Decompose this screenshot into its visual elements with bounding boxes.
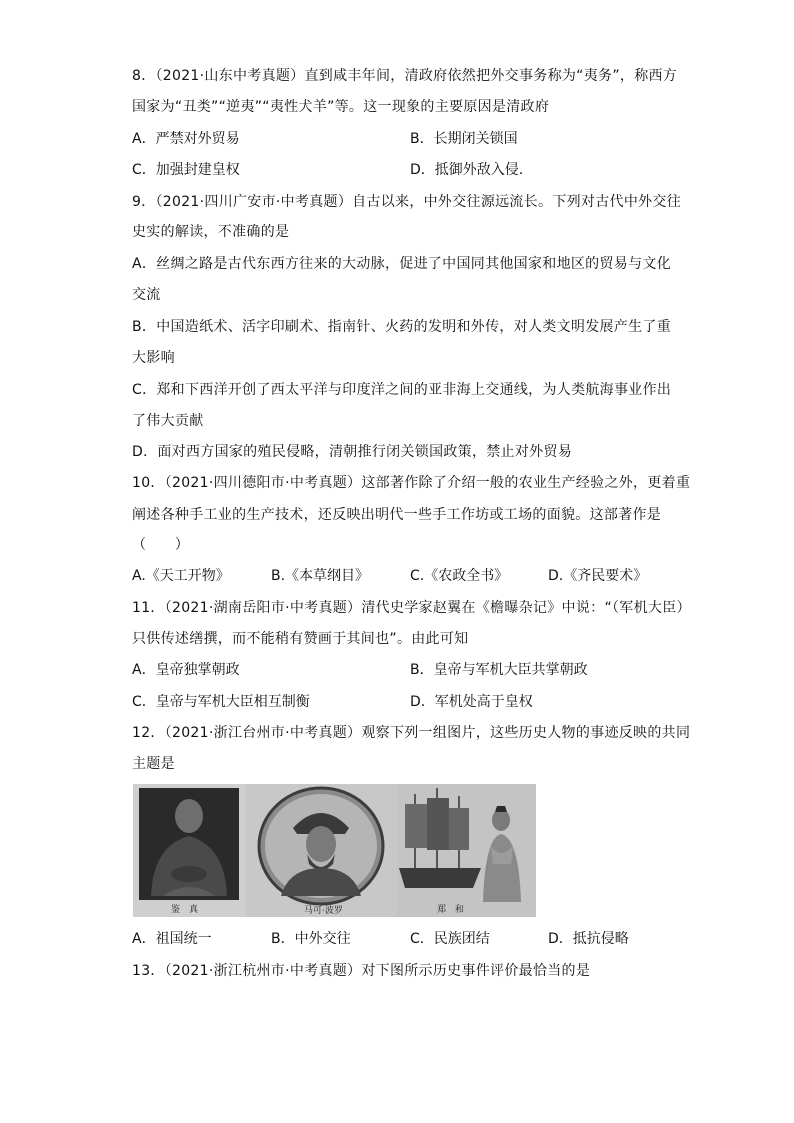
jianzhen-statue-image (133, 784, 245, 917)
q10-option-d: D.《齐民要术》 (548, 568, 648, 584)
caption-zheng-he: 郑 和 (437, 905, 465, 915)
caption-jianzhen: 鉴 真 (171, 905, 199, 915)
q9-option-c-line-1: C．郑和下西洋开创了西太平洋与印度洋之间的亚非海上交通线，为人类航海事业作出 (132, 382, 672, 398)
q11-option-b: B．皇帝与军机大臣共掌朝政 (410, 662, 588, 678)
q12-option-d: D．抵抗侵略 (548, 931, 629, 947)
q9-option-b-line-1: B．中国造纸术、活字印刷术、指南针、火药的发明和外传，对人类文明发展产生了重 (132, 319, 672, 335)
q10-stem-line-1: 10．（2021·四川德阳市·中考真题）这部著作除了介绍一般的农业生产经验之外，更着重 (132, 475, 691, 491)
q10-option-a: A.《天工开物》 (132, 568, 230, 584)
q12-stem-line-1: 12．（2021·浙江台州市·中考真题）观察下列一组图片，这些历史人物的事迹反映的共同 (132, 725, 691, 741)
q11-option-c: C．皇帝与军机大臣相互制衡 (132, 694, 310, 710)
q9-option-c-line-2: 了伟大贡献 (132, 413, 204, 429)
q9-option-b-line-2: 大影响 (132, 350, 175, 366)
q12-stem-line-2: 主题是 (132, 756, 175, 772)
q9-option-d: D．面对西方国家的殖民侵略，清朝推行闭关锁国政策，禁止对外贸易 (132, 444, 573, 460)
q11-option-a: A．皇帝独掌朝政 (132, 662, 240, 678)
q9-option-a-line-2: 交流 (132, 287, 161, 303)
caption-marco-polo: 马可·波罗 (304, 906, 343, 916)
historical-figures-photo (133, 784, 536, 917)
q10-stem-line-3: （ ） (132, 537, 190, 553)
q8-option-c: C．加强封建皇权 (132, 162, 240, 178)
marco-polo-portrait-image (245, 784, 397, 917)
q9-option-a-line-1: A．丝绸之路是古代东西方往来的大动脉，促进了中国同其他国家和地区的贸易与文化 (132, 256, 671, 272)
q8-option-b: B．长期闭关锁国 (410, 131, 518, 147)
q10-stem-line-2: 阐述各种手工业的生产技术，还反映出明代一些手工作坊或工场的面貌。这部著作是 (132, 507, 662, 523)
q8-stem-line-1: 8．（2021·山东中考真题）直到咸丰年间，清政府依然把外交事务称为“夷务”，称西方 (132, 68, 678, 84)
jianzhen-panel (133, 784, 245, 917)
q10-option-c: C.《农政全书》 (410, 568, 509, 584)
q13-stem-line-1: 13．（2021·浙江杭州市·中考真题）对下图所示历史事件评价最恰当的是 (132, 963, 591, 979)
q8-stem-line-2: 国家为“丑类”“逆夷”“夷性犬羊”等。这一现象的主要原因是清政府 (132, 99, 550, 115)
q12-option-b: B．中外交往 (271, 931, 351, 947)
q9-stem-line-1: 9．（2021·四川广安市·中考真题）自古以来，中外交往源远流长。下列对古代中外交往 (132, 194, 682, 210)
q11-stem-line-2: 只供传述缮撰，而不能稍有赞画于其间也”。由此可知 (132, 631, 469, 647)
q8-option-a: A．严禁对外贸易 (132, 131, 240, 147)
q12-option-c: C．民族团结 (410, 931, 490, 947)
q12-option-a: A．祖国统一 (132, 931, 212, 947)
marco-polo-panel (245, 784, 397, 917)
q9-stem-line-2: 史实的解读，不准确的是 (132, 224, 290, 240)
zheng-he-panel (397, 784, 536, 917)
q10-option-b: B.《本草纲目》 (271, 568, 370, 584)
q11-option-d: D．军机处高于皇权 (410, 694, 533, 710)
zheng-he-ship-image (397, 784, 536, 917)
q11-stem-line-1: 11．（2021·湖南岳阳市·中考真题）清代史学家赵翼在《檐曝杂记》中说：“（军机大臣） (132, 600, 691, 616)
q8-option-d: D．抵御外敌入侵. (410, 162, 524, 178)
